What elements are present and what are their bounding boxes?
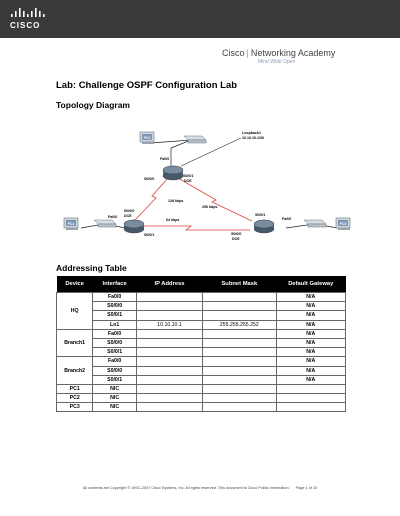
- device-cell: HQ: [57, 293, 93, 330]
- table-row: [57, 384, 346, 393]
- mask-cell: [203, 394, 276, 403]
- interface-cell: S0/0/1: [93, 375, 137, 384]
- ip-cell: [136, 329, 202, 338]
- gateway-cell: N/A: [276, 375, 345, 384]
- interface-cell: Fa0/0: [93, 293, 137, 302]
- gateway-cell: N/A: [276, 348, 345, 357]
- cisco-logo: [10, 8, 50, 32]
- branch1-router-icon: [124, 220, 144, 233]
- interface-cell: Fa0/0: [93, 329, 137, 338]
- mask-cell: [203, 357, 276, 366]
- ip-cell: [136, 348, 202, 357]
- ip-cell: [136, 338, 202, 347]
- mask-cell: [203, 329, 276, 338]
- table-row: [57, 357, 346, 366]
- pc2-label: PC2: [143, 136, 151, 140]
- gateway-cell: N/A: [276, 357, 345, 366]
- cisco-bars-icon: [10, 8, 50, 20]
- page-footer: [0, 486, 400, 490]
- addressing-heading: Addressing Table: [56, 263, 127, 273]
- table-row: [57, 403, 346, 412]
- interface-cell: NIC: [93, 394, 137, 403]
- b1-s000-label: S0/0/0: [124, 209, 135, 213]
- pc1-label: PC1: [67, 222, 75, 226]
- gateway-cell: N/A: [276, 366, 345, 375]
- brand-right: Networking Academy: [250, 48, 336, 58]
- interface-cell: S0/0/1: [93, 311, 137, 320]
- ip-cell: [136, 293, 202, 302]
- mask-cell: [203, 338, 276, 347]
- table-row: [57, 394, 346, 403]
- serial-branch1-branch2: [138, 226, 250, 230]
- loopback-ip: 10.10.10.1/30: [242, 136, 264, 140]
- gateway-cell: [276, 384, 345, 393]
- mask-cell: [203, 311, 276, 320]
- pc1-icon: [64, 218, 78, 230]
- mask-cell: [203, 293, 276, 302]
- table-row: [57, 338, 346, 347]
- copyright-text: All contents are Copyright © 1992–2007 Cisco Systems, Inc. All rights reserved. This document is Cisco Public Information.: [82, 486, 290, 490]
- mask-cell: [203, 302, 276, 311]
- serial-hq-branch2: [178, 178, 252, 221]
- b2-s000-label: S0/0/0: [231, 232, 242, 236]
- table-row: [57, 366, 346, 375]
- branch2-switch-icon: [304, 220, 326, 227]
- page-number: Page 1 of 10: [295, 486, 318, 490]
- hq-switch-icon: [184, 136, 206, 143]
- table-row: [57, 329, 346, 338]
- table-row: [57, 311, 346, 320]
- device-cell: PC1: [57, 384, 93, 393]
- hq-router-icon: [163, 166, 183, 180]
- ip-cell: [136, 311, 202, 320]
- b1-s001-label: S0/0/1: [144, 233, 155, 237]
- brand-tagline: Mind Wide Open: [258, 59, 296, 65]
- b1-dce-label: DCE: [124, 214, 132, 218]
- table-row: [57, 302, 346, 311]
- col-subnet-mask: Subnet Mask: [203, 276, 276, 293]
- link-64-label: 64 kbps: [166, 218, 180, 222]
- mask-cell: 255.255.255.252: [203, 320, 276, 329]
- col-device: Device: [57, 276, 93, 293]
- gateway-cell: N/A: [276, 293, 345, 302]
- table-row: [57, 348, 346, 357]
- device-cell: Branch1: [57, 329, 93, 357]
- col-ip-address: IP Address: [136, 276, 202, 293]
- branch2-router-icon: [254, 220, 274, 233]
- pc2-icon: [140, 132, 154, 144]
- serial-hq-branch1: [134, 178, 168, 221]
- table-row: [57, 320, 346, 329]
- device-cell: Branch2: [57, 357, 93, 385]
- table-row: [57, 293, 346, 302]
- ip-cell: [136, 302, 202, 311]
- b1-fa-label: Fa0/0: [108, 215, 118, 219]
- topology-diagram: [56, 118, 356, 248]
- gateway-cell: N/A: [276, 311, 345, 320]
- interface-cell: S0/0/1: [93, 348, 137, 357]
- mask-cell: [203, 403, 276, 412]
- mask-cell: [203, 366, 276, 375]
- device-cell: PC2: [57, 394, 93, 403]
- brand-left: Cisco: [222, 48, 245, 58]
- b2-fa-label: Fa0/0: [282, 217, 292, 221]
- interface-cell: S0/0/0: [93, 302, 137, 311]
- b2-dce-label: DCE: [232, 237, 240, 241]
- table-row: [57, 375, 346, 384]
- b2-s001-label: S0/0/1: [255, 213, 266, 217]
- ip-cell: [136, 384, 202, 393]
- gateway-cell: [276, 403, 345, 412]
- ip-cell: [136, 366, 202, 375]
- pc3-label: PC3: [339, 222, 347, 226]
- ip-cell: [136, 403, 202, 412]
- mask-cell: [203, 375, 276, 384]
- ip-cell: [136, 357, 202, 366]
- col-interface: Interface: [93, 276, 137, 293]
- ip-cell: [136, 394, 202, 403]
- interface-cell: NIC: [93, 403, 137, 412]
- topology-heading: Topology Diagram: [56, 100, 130, 110]
- addressing-table: [56, 276, 346, 412]
- interface-cell: Lo1: [93, 320, 137, 329]
- interface-cell: Fa0/0: [93, 357, 137, 366]
- link-256-label: 256 kbps: [202, 205, 218, 209]
- cisco-wordmark: CISCO: [10, 21, 41, 30]
- loopback-label: Loopback1: [242, 131, 261, 135]
- hq-s001-label: S0/0/1: [183, 174, 194, 178]
- interface-cell: S0/0/0: [93, 338, 137, 347]
- gateway-cell: N/A: [276, 302, 345, 311]
- gateway-cell: N/A: [276, 338, 345, 347]
- mask-cell: [203, 348, 276, 357]
- gateway-cell: N/A: [276, 320, 345, 329]
- link-128-label: 128 kbps: [168, 199, 184, 203]
- interface-cell: S0/0/0: [93, 366, 137, 375]
- header-bar: [0, 0, 400, 38]
- pc3-icon: [336, 218, 350, 230]
- branch1-switch-icon: [94, 220, 116, 227]
- hq-s000-label: S0/0/0: [144, 177, 155, 181]
- networking-academy-brand: Cisco | Networking Academy Mind Wide Open: [222, 48, 382, 65]
- hq-fa-label: Fa0/0: [160, 157, 170, 161]
- gateway-cell: [276, 394, 345, 403]
- interface-cell: NIC: [93, 384, 137, 393]
- col-default-gateway: Default Gateway: [276, 276, 345, 293]
- gateway-cell: N/A: [276, 329, 345, 338]
- ip-cell: 10.10.10.1: [136, 320, 202, 329]
- hq-dce-label: DCE: [184, 179, 192, 183]
- device-cell: PC3: [57, 403, 93, 412]
- document-title: Lab: Challenge OSPF Configuration Lab: [56, 80, 238, 91]
- mask-cell: [203, 384, 276, 393]
- ip-cell: [136, 375, 202, 384]
- table-header-row: [57, 276, 346, 293]
